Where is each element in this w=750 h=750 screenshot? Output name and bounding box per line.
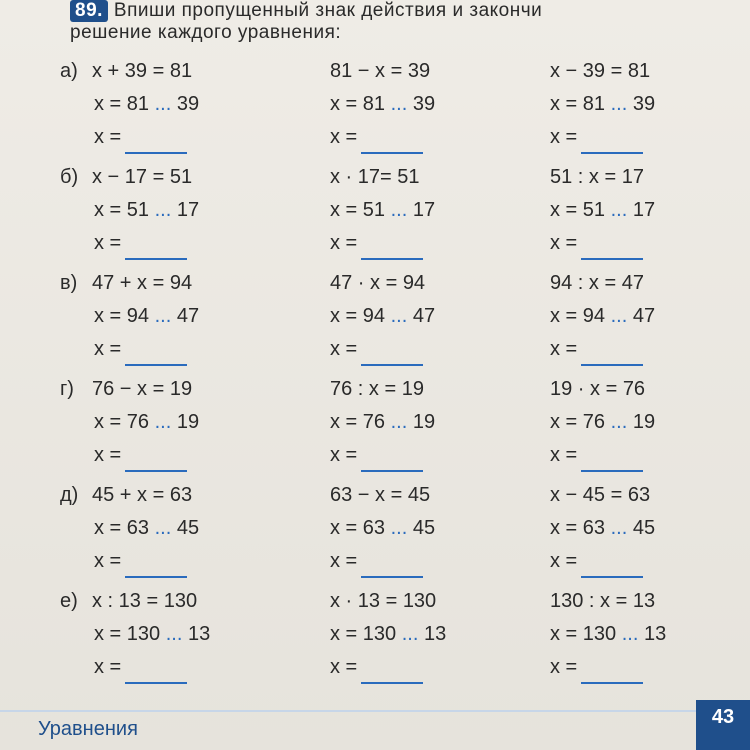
solution-step-number: 17 [176, 199, 200, 221]
answer-line [330, 333, 540, 366]
answer-line [60, 651, 270, 684]
solution-step-line [550, 300, 750, 333]
solution-step-line [330, 88, 540, 121]
equation-line [550, 161, 750, 194]
equation-line [550, 479, 750, 512]
solution-step-line [550, 194, 750, 227]
solution-step: x = 51 [330, 199, 386, 221]
equation-text: 45 + x = 63 [92, 484, 193, 506]
equation-line [60, 267, 270, 300]
solution-step: x = 76 [550, 411, 606, 433]
answer-blank[interactable] [125, 558, 187, 578]
answer-label: x = [94, 338, 122, 360]
equation-line [550, 585, 750, 618]
missing-operator-dots[interactable]: ... [165, 623, 183, 645]
task-number: 89. [70, 0, 108, 22]
answer-label: x = [550, 338, 578, 360]
solution-step-line [330, 406, 540, 439]
solution-step: x = 81 [330, 93, 386, 115]
answer-blank[interactable] [361, 452, 423, 472]
equation-line [330, 161, 540, 194]
answer-label: x = [94, 232, 122, 254]
answer-line [550, 651, 750, 684]
row-letter: в) [60, 272, 78, 294]
equation-row [60, 55, 720, 161]
equation-block [330, 373, 540, 472]
equation-block [550, 479, 750, 578]
answer-label: x = [94, 550, 122, 572]
equation-block [60, 479, 270, 578]
task-header [70, 0, 750, 44]
solution-step: x = 51 [550, 199, 606, 221]
solution-step-line [330, 618, 540, 651]
equation-line [60, 55, 270, 88]
answer-line [550, 227, 750, 260]
missing-operator-dots[interactable]: ... [610, 411, 628, 433]
equation-line [550, 267, 750, 300]
equation-block [550, 161, 750, 260]
answer-blank[interactable] [125, 346, 187, 366]
solution-step-number: 19 [412, 411, 436, 433]
equation-block [550, 373, 750, 472]
solution-step-number: 45 [412, 517, 436, 539]
row-letter: д) [60, 484, 79, 506]
equation-line [60, 479, 270, 512]
equation-line [330, 585, 540, 618]
equation-line [330, 479, 540, 512]
solution-step-number: 45 [632, 517, 656, 539]
solution-step-number: 45 [176, 517, 200, 539]
solution-step-line [330, 194, 540, 227]
answer-line [330, 651, 540, 684]
equation-text: 94 : x = 47 [550, 272, 644, 294]
answer-blank[interactable] [361, 240, 423, 260]
solution-step: x = 94 [550, 305, 606, 327]
answer-line [550, 121, 750, 154]
answer-label: x = [330, 338, 358, 360]
answer-blank[interactable] [581, 558, 643, 578]
page-number: 43 [696, 700, 750, 750]
answer-label: x = [550, 656, 578, 678]
solution-step-number: 13 [187, 623, 211, 645]
missing-operator-dots[interactable]: ... [154, 93, 172, 115]
equation-text: x · 17= 51 [330, 166, 420, 188]
solution-step-line [550, 88, 750, 121]
answer-blank[interactable] [581, 452, 643, 472]
equation-row [60, 161, 720, 267]
answer-blank[interactable] [581, 240, 643, 260]
equation-text: x − 45 = 63 [550, 484, 651, 506]
missing-operator-dots[interactable]: ... [621, 623, 639, 645]
missing-operator-dots[interactable]: ... [154, 517, 172, 539]
equation-line [330, 373, 540, 406]
answer-blank[interactable] [125, 134, 187, 154]
equation-text: 47 · x = 94 [330, 272, 426, 294]
equation-row [60, 479, 720, 585]
equation-row [60, 373, 720, 479]
equation-block [60, 373, 270, 472]
answer-label: x = [330, 444, 358, 466]
equation-row [60, 267, 720, 373]
equation-block [60, 55, 270, 154]
answer-line [550, 333, 750, 366]
solution-step: x = 63 [550, 517, 606, 539]
solution-step-number: 39 [632, 93, 656, 115]
answer-line [330, 439, 540, 472]
answer-blank[interactable] [581, 346, 643, 366]
solution-step: x = 51 [94, 199, 150, 221]
solution-step-line [330, 300, 540, 333]
answer-line [60, 439, 270, 472]
solution-step-line [330, 512, 540, 545]
equation-block [60, 267, 270, 366]
solution-step-number: 17 [412, 199, 436, 221]
missing-operator-dots[interactable]: ... [154, 199, 172, 221]
equation-text: 47 + x = 94 [92, 272, 193, 294]
answer-line [60, 121, 270, 154]
solution-step-number: 19 [176, 411, 200, 433]
answer-label: x = [94, 126, 122, 148]
equation-text: x − 17 = 51 [92, 166, 193, 188]
missing-operator-dots[interactable]: ... [390, 93, 408, 115]
solution-step-line [60, 406, 270, 439]
equation-row [60, 585, 720, 691]
answer-line [60, 333, 270, 366]
solution-step-number: 47 [632, 305, 656, 327]
solution-step-number: 47 [176, 305, 200, 327]
equation-block [60, 161, 270, 260]
solution-step-number: 17 [632, 199, 656, 221]
solution-step-number: 47 [412, 305, 436, 327]
solution-step: x = 76 [94, 411, 150, 433]
answer-label: x = [330, 126, 358, 148]
missing-operator-dots[interactable]: ... [610, 93, 628, 115]
solution-step-line [60, 88, 270, 121]
answer-blank[interactable] [361, 558, 423, 578]
equation-text: 51 : x = 17 [550, 166, 644, 188]
equation-text: 81 − x = 39 [330, 60, 431, 82]
equation-line [330, 267, 540, 300]
missing-operator-dots[interactable]: ... [154, 305, 172, 327]
solution-step: x = 76 [330, 411, 386, 433]
section-title: Уравнения [38, 718, 138, 740]
equation-block [330, 585, 540, 684]
answer-line [60, 545, 270, 578]
answer-blank[interactable] [125, 240, 187, 260]
answer-label: x = [550, 232, 578, 254]
equation-text: x · 13 = 130 [330, 590, 437, 612]
row-letter: г) [60, 378, 74, 400]
solution-step: x = 63 [330, 517, 386, 539]
answer-label: x = [550, 550, 578, 572]
equation-line [550, 55, 750, 88]
equation-line [60, 161, 270, 194]
answer-blank[interactable] [125, 664, 187, 684]
task-instruction-line1: Впиши пропущенный знак действия и закончи [113, 0, 543, 21]
equation-block [330, 161, 540, 260]
answer-line [550, 439, 750, 472]
equation-line [60, 373, 270, 406]
missing-operator-dots[interactable]: ... [610, 305, 628, 327]
equation-block [550, 585, 750, 684]
missing-operator-dots[interactable]: ... [401, 623, 419, 645]
answer-label: x = [330, 232, 358, 254]
answer-line [330, 227, 540, 260]
solution-step-number: 13 [643, 623, 667, 645]
answer-blank[interactable] [581, 134, 643, 154]
equation-block [550, 267, 750, 366]
equation-block [330, 479, 540, 578]
answer-blank[interactable] [361, 664, 423, 684]
row-letter: е) [60, 590, 78, 612]
answer-blank[interactable] [361, 134, 423, 154]
answer-label: x = [94, 444, 122, 466]
solution-step-number: 19 [632, 411, 656, 433]
row-letter: б) [60, 166, 79, 188]
solution-step: x = 130 [94, 623, 161, 645]
answer-blank[interactable] [581, 664, 643, 684]
missing-operator-dots[interactable]: ... [390, 305, 408, 327]
answer-line [330, 545, 540, 578]
equation-text: 130 : x = 13 [550, 590, 656, 612]
missing-operator-dots[interactable]: ... [610, 199, 628, 221]
solution-step-number: 13 [423, 623, 447, 645]
solution-step-line [60, 512, 270, 545]
equation-text: x − 39 = 81 [550, 60, 651, 82]
solution-step-line [60, 194, 270, 227]
equation-line [60, 585, 270, 618]
missing-operator-dots[interactable]: ... [390, 199, 408, 221]
equation-line [330, 55, 540, 88]
equation-text: 19 · x = 76 [550, 378, 646, 400]
answer-label: x = [550, 444, 578, 466]
answer-label: x = [330, 656, 358, 678]
solution-step: x = 63 [94, 517, 150, 539]
answer-label: x = [330, 550, 358, 572]
solution-step: x = 130 [330, 623, 397, 645]
answer-line [330, 121, 540, 154]
equation-text: 63 − x = 45 [330, 484, 431, 506]
answer-blank[interactable] [361, 346, 423, 366]
equation-text: 76 : x = 19 [330, 378, 424, 400]
equation-block [330, 55, 540, 154]
solution-step: x = 94 [94, 305, 150, 327]
equation-block [60, 585, 270, 684]
row-letter: а) [60, 60, 78, 82]
solution-step-line [60, 300, 270, 333]
missing-operator-dots[interactable]: ... [154, 411, 172, 433]
solution-step: x = 94 [330, 305, 386, 327]
solution-step: x = 130 [550, 623, 617, 645]
equation-block [550, 55, 750, 154]
missing-operator-dots[interactable]: ... [390, 411, 408, 433]
equation-line [550, 373, 750, 406]
solution-step: x = 81 [550, 93, 606, 115]
solution-step-line [550, 618, 750, 651]
equation-block [330, 267, 540, 366]
equation-text: x : 13 = 130 [92, 590, 198, 612]
solution-step-line [60, 618, 270, 651]
solution-step-line [550, 512, 750, 545]
answer-label: x = [94, 656, 122, 678]
equation-text: 76 − x = 19 [92, 378, 193, 400]
equations-grid [60, 55, 720, 691]
footer-divider [0, 710, 750, 712]
solution-step-number: 39 [412, 93, 436, 115]
answer-line [60, 227, 270, 260]
answer-blank[interactable] [125, 452, 187, 472]
missing-operator-dots[interactable]: ... [390, 517, 408, 539]
answer-line [550, 545, 750, 578]
task-instruction-line2: решение каждого уравнения: [70, 22, 342, 43]
equation-text: x + 39 = 81 [92, 60, 193, 82]
solution-step: x = 81 [94, 93, 150, 115]
solution-step-number: 39 [176, 93, 200, 115]
solution-step-line [550, 406, 750, 439]
missing-operator-dots[interactable]: ... [610, 517, 628, 539]
answer-label: x = [550, 126, 578, 148]
